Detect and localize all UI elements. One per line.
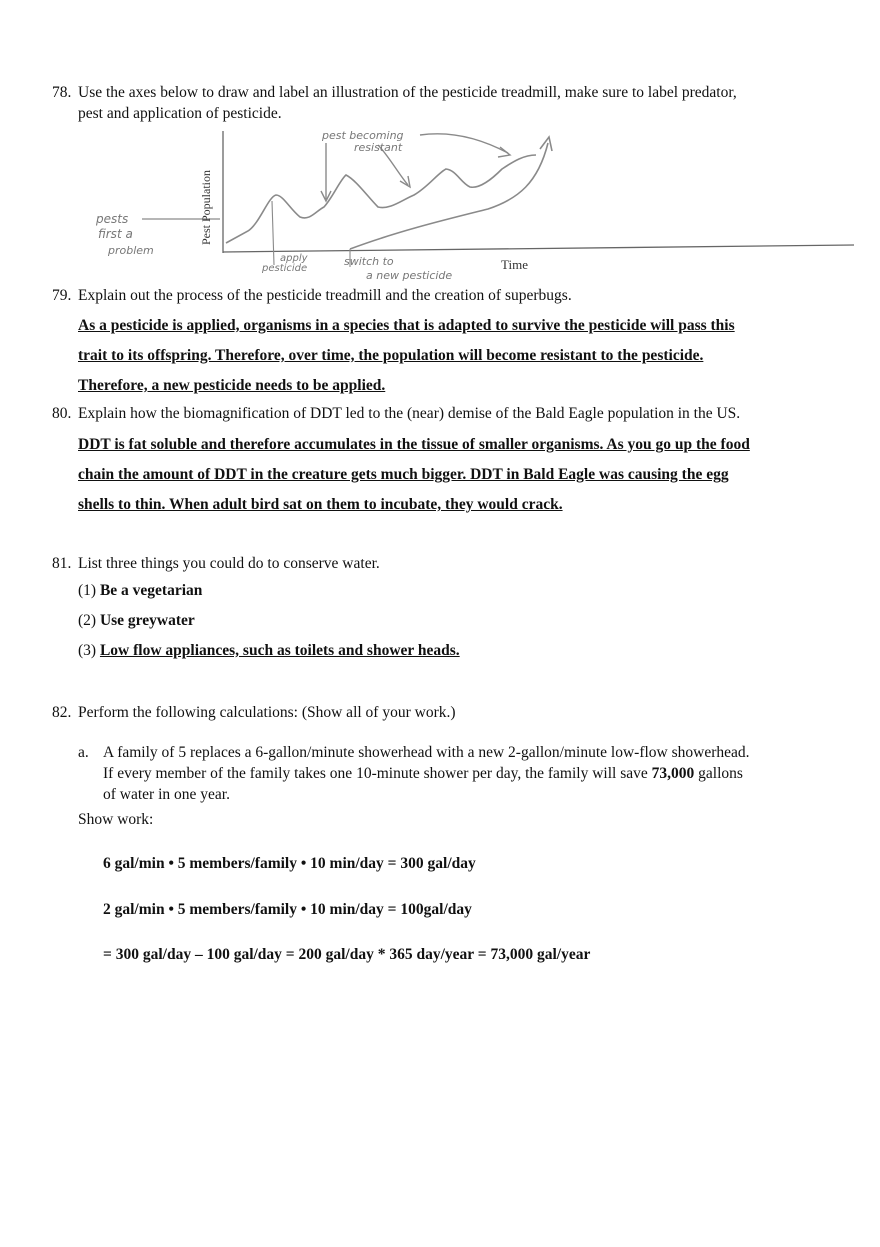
q82-prompt: Perform the following calculations: (Show all of your work.)	[78, 704, 456, 721]
note-switch-1: switch to	[344, 255, 394, 268]
q82a-text	[103, 742, 863, 805]
q80-answer-line: DDT is fat soluble and therefore accumulates in the tissue of smaller organisms. As you go up the food	[78, 436, 750, 453]
q82a-answer-value: 73,000	[651, 765, 695, 782]
q81-item-2	[78, 612, 195, 630]
q78-prompt-line1: Use the axes below to draw and label an illustration of the pesticide treadmill, make sure to label predator,	[78, 84, 737, 101]
x-axis-label: Time	[501, 257, 528, 272]
q79-answer-line: As a pesticide is applied, organisms in a species that is adapted to survive the pesticide will pass this	[78, 317, 735, 334]
q82a-marker: a.	[78, 744, 89, 761]
work-line-1: 6 gal/min • 5 members/family • 10 min/day = 300 gal/day	[103, 855, 476, 872]
q81-item-marker: (3)	[78, 642, 97, 659]
q81-item-answer: Use greywater	[99, 612, 195, 629]
q80-answer	[78, 430, 858, 520]
q82a-line2	[103, 763, 863, 784]
q80-prompt: Explain how the biomagnification of DDT led to the (near) demise of the Bald Eagle population in the US.	[78, 405, 741, 422]
q81-item-marker: (1)	[78, 582, 97, 599]
q82a-line3: of water in one year.	[103, 786, 230, 803]
q79-answer	[78, 311, 858, 401]
q81-item-marker: (2)	[78, 612, 97, 629]
x-axis	[223, 245, 854, 252]
q81-prompt: List three things you could do to conserve water.	[78, 555, 380, 572]
note-pests-3: problem	[108, 244, 154, 257]
q82a-line2-before: If every member of the family takes one 10-minute shower per day, the family will save	[103, 765, 652, 782]
q81-item-answer: Low flow appliances, such as toilets and shower heads.	[99, 642, 460, 659]
q81-item-3	[78, 642, 460, 660]
q80-answer-line: shells to thin. When adult bird sat on them to incubate, they would crack.	[78, 496, 563, 513]
q79-answer-line: Therefore, a new pesticide needs to be applied.	[78, 377, 386, 394]
q82a-line1: A family of 5 replaces a 6-gallon/minute showerhead with a new 2-gallon/minute low-flow showerhead.	[103, 744, 750, 761]
note-pests-1: pests	[96, 212, 129, 226]
y-axis-label: Pest Population	[199, 169, 213, 245]
pesticide-treadmill-graph	[78, 125, 858, 290]
q82a-line2-after: gallons	[694, 765, 743, 782]
q79-prompt: Explain out the process of the pesticide treadmill and the creation of superbugs.	[78, 287, 572, 304]
q81-number: 81.	[52, 555, 72, 572]
note-resistant-1: pest becoming	[322, 129, 404, 142]
q79-answer-line: trait to its offspring. Therefore, over time, the population will become resistant to the pesticide.	[78, 347, 704, 364]
work-line-2: 2 gal/min • 5 members/family • 10 min/day = 100gal/day	[103, 901, 472, 918]
note-switch-2: a new pesticide	[366, 269, 453, 282]
q81-item-1	[78, 582, 202, 600]
note-apply-2: pesticide	[262, 263, 308, 274]
show-work-label: Show work:	[78, 811, 154, 828]
q79-number: 79.	[52, 287, 72, 304]
note-resistant-2: resistant	[354, 141, 403, 154]
q78-number: 78.	[52, 84, 72, 101]
apply-pointer	[272, 201, 274, 265]
q80-number: 80.	[52, 405, 72, 422]
arrow-top	[420, 134, 508, 153]
q81-item-answer: Be a vegetarian	[99, 582, 203, 599]
q82-number: 82.	[52, 704, 72, 721]
note-pests-2: first a	[98, 227, 133, 241]
note-apply-1: apply	[280, 253, 308, 264]
q78-prompt-line2: pest and application of pesticide.	[78, 105, 282, 122]
work-line-3: = 300 gal/day – 100 gal/day = 200 gal/day * 365 day/year = 73,000 gal/year	[103, 946, 591, 963]
q78-prompt	[78, 82, 858, 124]
q80-answer-line: chain the amount of DDT in the creature gets much bigger. DDT in Bald Eagle was causing the egg	[78, 466, 729, 483]
